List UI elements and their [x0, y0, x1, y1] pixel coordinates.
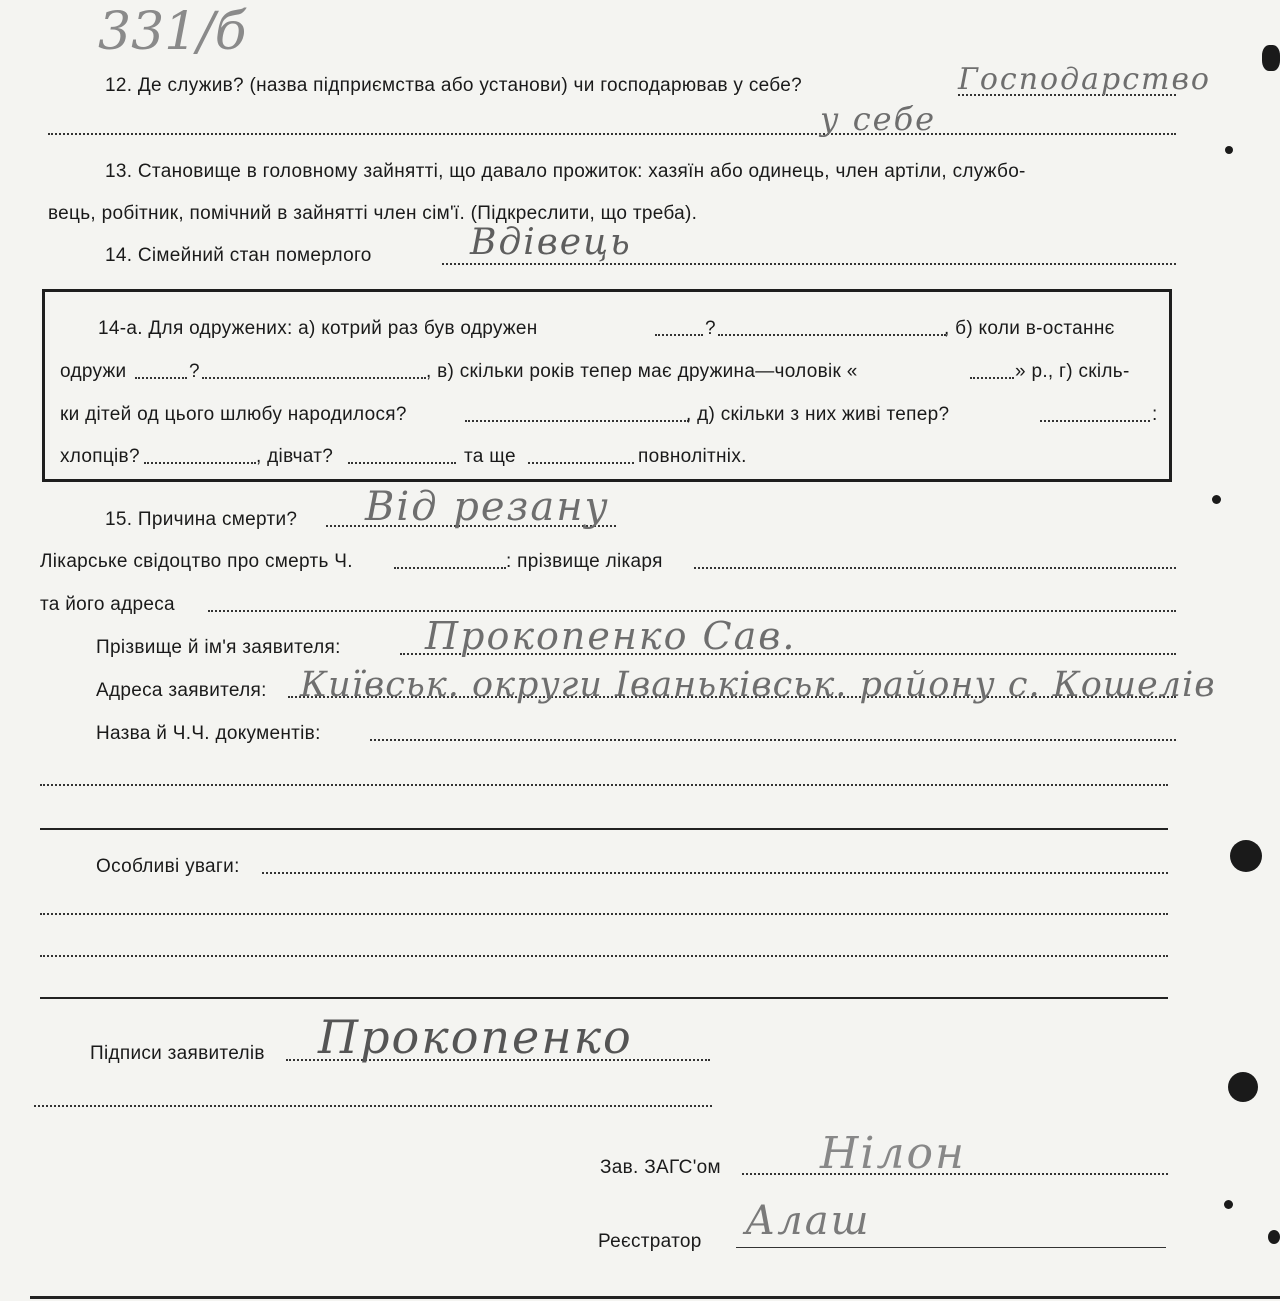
q14a-adults-line: [528, 462, 634, 464]
q14-answer: Вдівець: [470, 222, 632, 263]
punch-hole-2: [1228, 1072, 1258, 1102]
q12-line2: [48, 133, 1176, 135]
edge-mark-5: [1268, 1230, 1280, 1244]
applicant-docs-line: [370, 739, 1176, 741]
q14a-when-line: [135, 377, 187, 379]
q14a-l1-q: ?: [705, 318, 716, 339]
doctor-address-line: [208, 610, 1176, 612]
q14a-when-line-2: [202, 377, 426, 379]
q14a-l2-c: » р., г) скіль-: [1015, 361, 1130, 382]
doctor-address-label: та його адреса: [40, 594, 175, 615]
edge-mark-4: [1224, 1200, 1233, 1209]
q14a-l4-b: , дівчат?: [256, 446, 334, 467]
edge-mark-3: [1212, 495, 1221, 504]
applicant-address-value: Київськ. округи Іваньківськ. району с. Кошелів: [300, 665, 1216, 705]
q15-answer: Від резану: [365, 484, 610, 530]
q14a-times-line: [655, 334, 703, 336]
archive-mark: 331/б: [98, 2, 247, 62]
signatures-label: Підписи заявителів: [90, 1043, 265, 1064]
doctor-label-b: : прізвище лікаря: [506, 551, 663, 572]
q14a-l4-a: хлопців?: [60, 446, 140, 467]
zags-head-sign: Нілон: [820, 1128, 966, 1179]
q14a-l2-a: одружи: [60, 361, 127, 382]
q14-line: [442, 263, 1176, 265]
applicant-docs-label: Назва й Ч.Ч. документів:: [96, 723, 321, 744]
remarks-rule: [40, 997, 1168, 999]
q12-answer-1: Господарство: [958, 62, 1211, 97]
q14a-l2-b: , в) скільки років тепер має дружина—чоловік «: [426, 361, 858, 382]
remarks-line-2: [40, 913, 1168, 915]
q14a-l1-b: , б) коли в-останнє: [944, 318, 1115, 339]
zags-head-label: Зав. ЗАГС'ом: [600, 1157, 721, 1178]
q14a-times-line-2: [718, 334, 946, 336]
edge-mark-1: [1262, 45, 1280, 71]
q13-line1: 13. Становище в головному зайнятті, що давало прожиток: хазяїн або одинець, член артіли, службо-: [105, 161, 1026, 182]
doctor-cert-line: [394, 567, 506, 569]
q14a-l4-c: та ще: [464, 446, 516, 467]
q14-label: 14. Сімейний стан померлого: [105, 245, 372, 266]
q14a-l3-c: :: [1152, 404, 1158, 425]
q14a-children-line: [465, 420, 689, 422]
q14a-girls-line: [348, 462, 456, 464]
registrar-line: [736, 1247, 1166, 1248]
q14a-l3-b: , д) скільки з них живі тепер?: [686, 404, 950, 425]
punch-hole-1: [1230, 840, 1262, 872]
edge-mark-2: [1225, 146, 1233, 154]
docs-extra-line: [40, 784, 1168, 786]
applicant-address-label: Адреса заявителя:: [96, 680, 267, 701]
applicant-name-label: Прізвище й ім'я заявителя:: [96, 637, 341, 658]
q14a-l1-a: 14-а. Для одружених: а) котрий раз був одружен: [98, 318, 538, 339]
q13-line2: вець, робітник, помічний в зайнятті член сім'ї. (Підкреслити, що треба).: [48, 203, 698, 224]
doctor-name-line: [694, 567, 1176, 569]
doctor-label-a: Лікарське свідоцтво про смерть Ч.: [40, 551, 353, 572]
bottom-rule: [30, 1296, 1280, 1299]
registrar-sign: Алаш: [745, 1198, 871, 1244]
q14a-l4-d: повнолітніх.: [638, 446, 747, 467]
q12-answer-2: у себе: [820, 100, 937, 138]
q12-label: 12. Де служив? (назва підприємства або установи) чи господарював у себе?: [105, 75, 802, 96]
signatures-line-2: [34, 1105, 712, 1107]
q14a-alive-line: [1040, 420, 1150, 422]
applicant-name-value: Прокопенко Сав.: [425, 614, 797, 658]
signatures-value: Прокопенко: [318, 1010, 633, 1064]
q15-label: 15. Причина смерти?: [105, 509, 298, 530]
remarks-label: Особливі уваги:: [96, 856, 240, 877]
q14a-l3-a: ки дітей од цього шлюбу народилося?: [60, 404, 407, 425]
remarks-line-3: [40, 955, 1168, 957]
q14a-l2-q: ?: [189, 361, 200, 382]
remarks-line-1: [262, 872, 1168, 874]
docs-rule: [40, 828, 1168, 830]
registrar-label: Реєстратор: [598, 1231, 702, 1252]
q14a-spouse-age-line: [970, 377, 1014, 379]
q14a-boys-line: [144, 462, 256, 464]
